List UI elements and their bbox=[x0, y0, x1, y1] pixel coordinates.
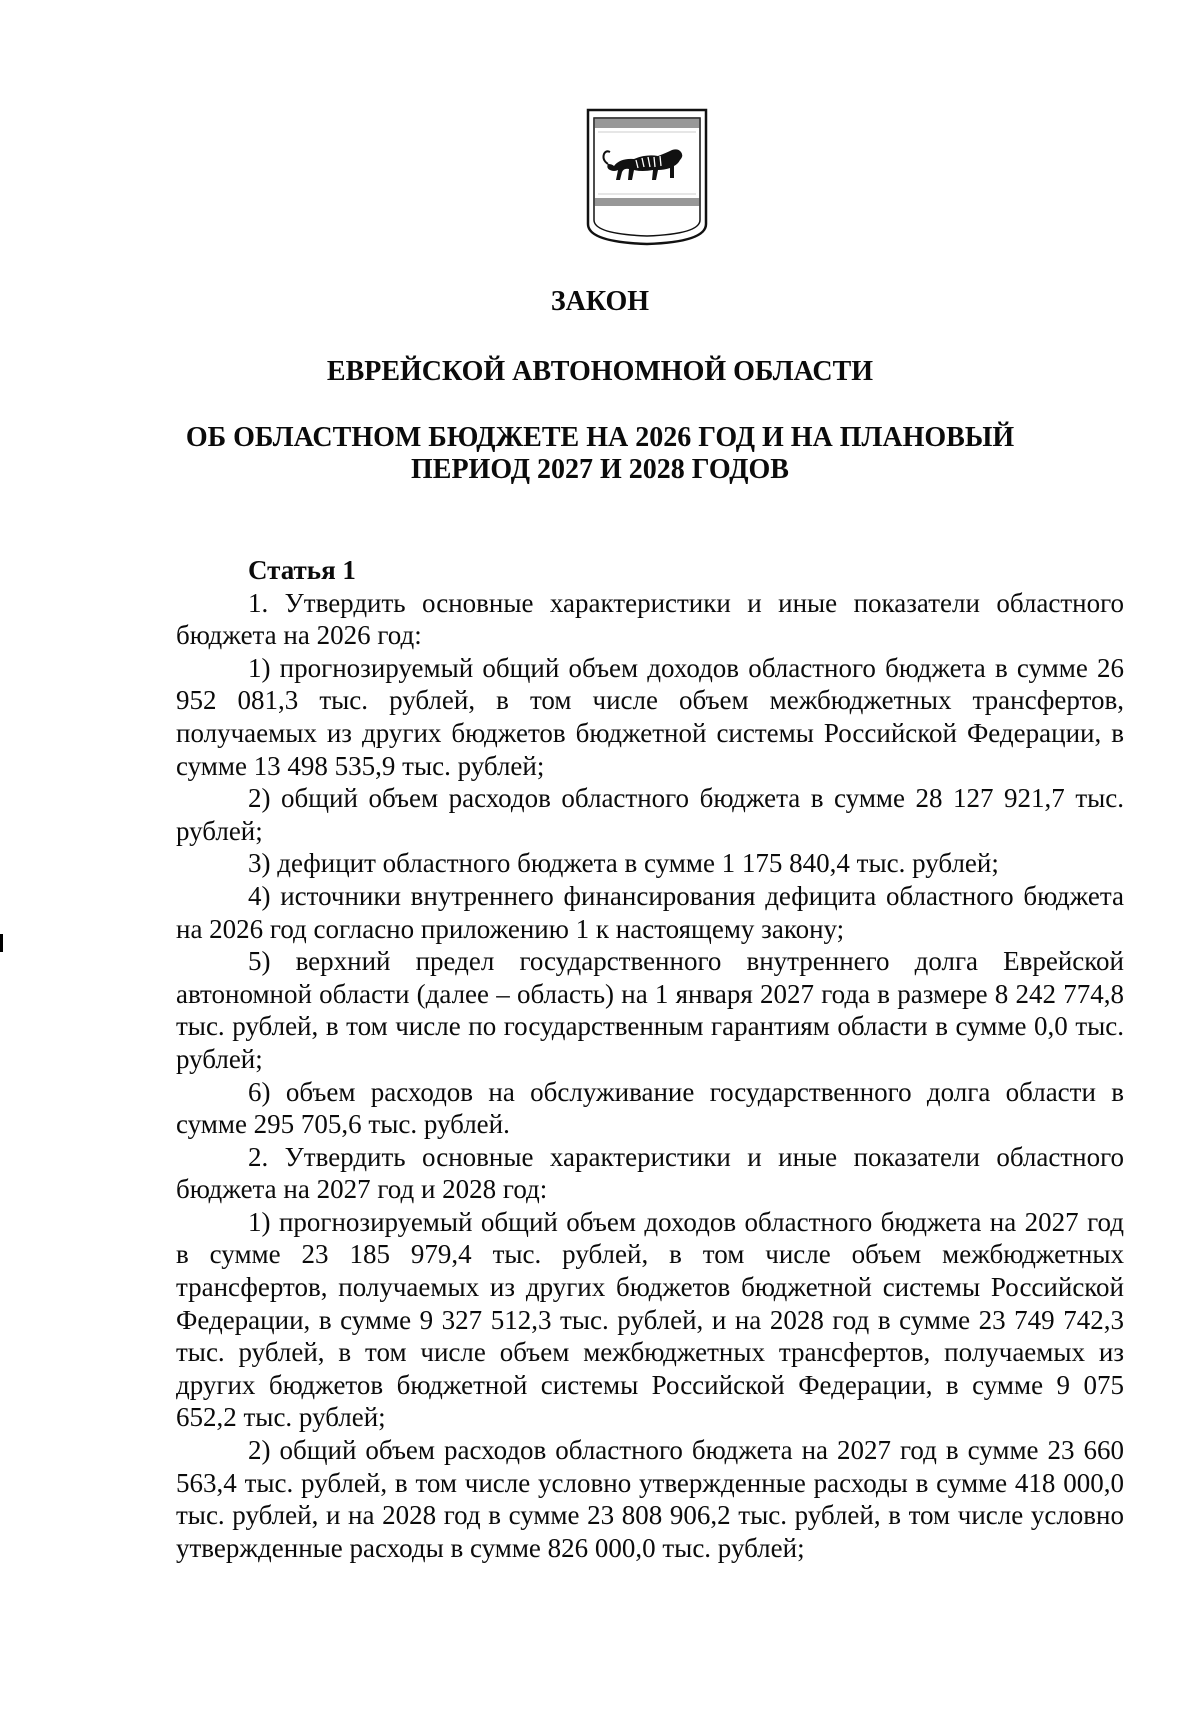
article-heading: Статья 1 bbox=[248, 555, 356, 585]
paragraph: 5) верхний предел государственного внутреннего долга Еврейской автономной области (далее – область) на 1 января 2027 года в размере 8 242 774,8 тыс. рублей, в том числе по государственным гарантиям области в сумме 0,0 тыс. рублей; bbox=[176, 946, 1124, 1074]
paragraph: 1) прогнозируемый общий объем доходов областного бюджета в сумме 26 952 081,3 тыс. рублей, в том числе объем межбюджетных трансфертов, получаемых из других бюджетов бюджетной системы Российской Федерации, в сумме 13 498 535,9 тыс. рублей; bbox=[176, 652, 1124, 781]
scan-edge-mark bbox=[0, 934, 3, 952]
law-subject-line-2: ПЕРИОД 2027 И 2028 ГОДОВ bbox=[411, 454, 789, 485]
paragraph: 2. Утвердить основные характеристики и иные показатели областного бюджета на 2027 год и 2028 год: bbox=[176, 1141, 1124, 1205]
paragraph: 2) общий объем расходов областного бюджета в сумме 28 127 921,7 тыс. рублей; bbox=[176, 783, 1124, 846]
paragraph: 2) общий объем расходов областного бюджета на 2027 год в сумме 23 660 563,4 тыс. рублей, в том числе условно утвержденные расходы в сумме 418 000,0 тыс. рублей, и на 2028 год в сумме 23 808 906,2 тыс. рублей, в том числе условно утвержденные расходы в сумме 826 000,0 тыс. рублей; bbox=[176, 1435, 1124, 1563]
paragraph: 4) источники внутреннего финансирования дефицита областного бюджета на 2026 год согласно приложению 1 к настоящему закону; bbox=[176, 880, 1124, 944]
document-title: ЗАКОН bbox=[550, 286, 650, 317]
region-title: ЕВРЕЙСКОЙ АВТОНОМНОЙ ОБЛАСТИ bbox=[326, 356, 874, 387]
law-subject-title bbox=[0, 422, 1200, 486]
coat-of-arms-icon bbox=[584, 106, 710, 246]
law-body bbox=[176, 554, 1124, 1564]
paragraph: 1) прогнозируемый общий объем доходов областного бюджета на 2027 год в сумме 23 185 979,4 тыс. рублей, в том числе объем межбюджетных трансфертов, получаемых из других бюджетов бюджетной системы Российской Федерации, в сумме 9 327 512,3 тыс. рублей, и на 2028 год в сумме 23 749 742,3 тыс. рублей, в том числе объем межбюджетных трансфертов, получаемых из других бюджетов бюджетной системы Российской Федерации, в сумме 9 075 652,2 тыс. рублей; bbox=[176, 1206, 1124, 1433]
paragraph: 6) объем расходов на обслуживание государственного долга области в сумме 295 705,6 тыс. рублей. bbox=[176, 1076, 1124, 1140]
paragraph: 3) дефицит областного бюджета в сумме 1 175 840,4 тыс. рублей; bbox=[248, 848, 999, 879]
law-subject-line-1: ОБ ОБЛАСТНОМ БЮДЖЕТЕ НА 2026 ГОД И НА ПЛАНОВЫЙ bbox=[185, 422, 1015, 453]
paragraph: 1. Утвердить основные характеристики и иные показатели областного бюджета на 2026 год: bbox=[176, 587, 1124, 651]
